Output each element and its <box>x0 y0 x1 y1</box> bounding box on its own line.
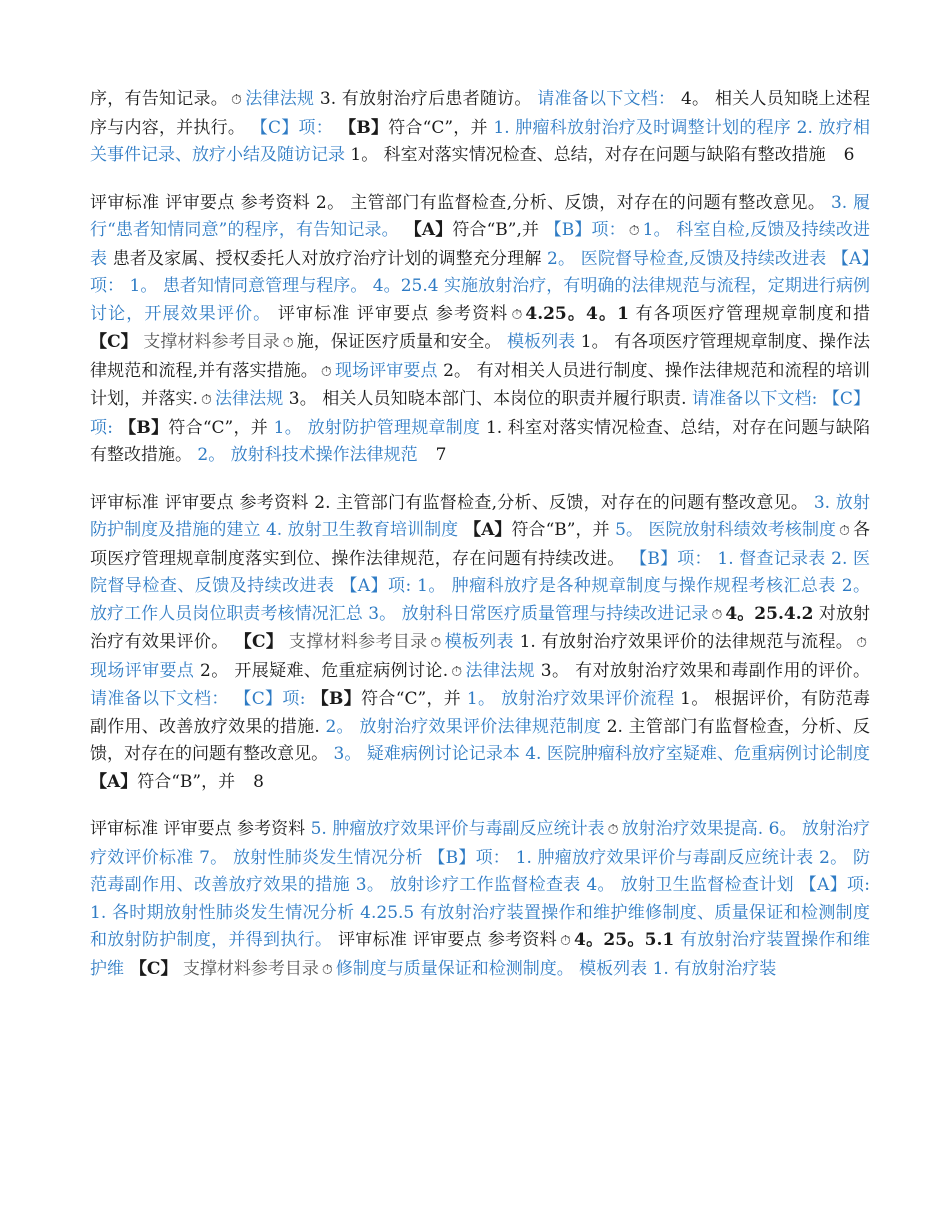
text-run: 3. 履行“患者知情同意”的程序，有告知记录。 <box>90 192 870 240</box>
text-run: 3. 有放射治疗后患者随访。 <box>314 89 532 109</box>
text-run: 支撑材料参考目录 <box>177 958 319 979</box>
text-run: 患者及家属、授权委托人对放疗治疗计划的调整充分理解 <box>107 248 542 269</box>
text-run: 【C】项： <box>245 117 333 138</box>
text-run: 各项医疗管理规章制度落实到位、操作法律规范，存在问题有持续改进。 <box>90 520 871 569</box>
text-run: 5. 肿瘤放疗效果评价与毒副反应统计表 <box>305 819 605 839</box>
clock-icon: ⏱ <box>321 961 333 978</box>
text-run: 1。 有各项医疗管理规章制度、操作法律规范和流程,并有落实措施。 <box>90 332 871 381</box>
text-run: 模板列表 1. 有放射治疗装 <box>573 958 777 979</box>
text-run: 评审标准 评审要点 参考资料 <box>332 930 558 950</box>
text-run: 2。 医院督导检查,反馈及持续改进表 【A】项： 1。 患者知情同意管理与程序。 4。25.4 实施放射治疗，有明确的法律规范与流程，定期进行病例讨论，开展效果评价。 <box>90 248 871 324</box>
text-run: 评审标准 评审要点 参考资料 2。 主管部门有监督检查,分析、反馈，对存在的问题有整改意见。 <box>90 192 826 213</box>
text-run: 1。 科室对落实情况检查、总结，对存在问题与缺陷有整改措施 <box>345 145 826 165</box>
text-run: 1。 放射治疗效果评价流程 <box>461 689 675 709</box>
text-run: 4。25。5.1 <box>573 930 675 950</box>
text-run: 有各项医疗管理规章制度和措 <box>628 303 871 324</box>
text-run: 【C】 <box>228 632 284 652</box>
clock-icon: ⏱ <box>320 363 332 380</box>
text-run: 1. 科室对落实情况检查、总结，对存在问题与缺陷有整改措施。 <box>90 417 871 465</box>
clock-icon: ⏱ <box>200 392 212 408</box>
text-run: 【B】项： 1. 肿瘤放疗效果评价与毒副反应统计表 2。 防范毒副作用、改善放疗效果的措施 3。 放射诊疗工作监督检查表 4。 放射卫生监督检查计划 <box>90 847 871 895</box>
text-run: 【A】 <box>458 520 512 540</box>
text-run: 1。 放射防护管理规章制度 <box>268 417 481 438</box>
text-run: 【A】 <box>398 220 453 240</box>
text-run: 5。 医院放射科绩效考核制度 <box>609 520 837 540</box>
text-run: 1. 有放射治疗效果评价的法律规范与流程。 <box>513 632 854 652</box>
text-run: 【C】项: <box>90 389 870 438</box>
text-run: 4。 相关人员知晓上述程序与内容，并执行。 <box>90 89 871 138</box>
paragraph <box>90 86 870 170</box>
text-run: 符合“B”，并 <box>511 520 610 540</box>
clock-icon: ⏱ <box>282 335 294 351</box>
page-number: 7 <box>435 445 447 465</box>
text-run: 现场评审要点 <box>334 360 438 381</box>
text-run: 请准备以下文档: <box>686 389 818 409</box>
clock-icon: ⏱ <box>560 933 571 949</box>
text-run: 请准备以下文档： <box>90 689 229 709</box>
clock-icon: ⏱ <box>711 606 723 623</box>
text-run: 3。 疑难病例讨论记录本 4. 医院肿瘤科放疗室疑难、危重病例讨论制度 <box>328 744 871 764</box>
text-run: 1. 肿瘤科放射治疗及时调整计划的程序 2. 放疗相关事件记录、放疗小结及随访记录 <box>90 117 870 165</box>
text-run: 符合“C”，并 <box>388 117 488 138</box>
text-run: 3。 相关人员知晓本部门、本岗位的职责并履行职责. <box>283 389 687 409</box>
text-run: 符合“C”，并 <box>168 417 269 438</box>
page-number: 8 <box>253 771 264 792</box>
text-run: 修制度与质量保证和检测制度。 <box>335 958 574 979</box>
text-run: 法律法规 <box>214 389 284 409</box>
text-run: 【C】 <box>124 958 178 979</box>
paragraph <box>90 190 870 470</box>
clock-icon: ⏱ <box>628 223 640 239</box>
text-run: 2。 有对相关人员进行制度、操作法律规范和流程的培训计划，并落实. <box>90 360 871 409</box>
text-run: 【A】项: 1. 各时期放射性肺炎发生情况分析 4.25.5 有放射治疗装置操作和维护维修制度、质量保证和检测制度和放射防护制度，并得到执行。 <box>90 875 870 950</box>
clock-icon: ⏱ <box>430 635 442 651</box>
text-run: 【B】 <box>332 117 389 138</box>
text-run: 符合“C”，并 <box>361 689 462 709</box>
document-page <box>90 86 870 1004</box>
text-run: 【B】 <box>113 417 169 438</box>
text-run: 【C】 <box>90 332 138 352</box>
text-run: 有放射治疗装置操作和维护维 <box>90 930 871 979</box>
clock-icon: ⏱ <box>451 663 463 680</box>
text-run: 科室自检,反馈及持续改进表 <box>90 220 871 269</box>
text-run: 【C】项: <box>228 689 306 709</box>
text-run: 【B】项： 1. 督查记录表 2. 医院督导检查、反馈及持续改进表 【A】项: 1。 肿瘤科放疗是各种规章制度与操作规程考核汇总表 2。 放疗工作人员岗位职责考核情况汇总 3。 放射科日常医疗质量管理与持续改进记录 <box>90 548 871 624</box>
text-run: 模板列表 <box>444 632 514 652</box>
text-run: 评审标准 评审要点 参考资料 <box>271 303 509 324</box>
text-run: 2。 放射科技术操作法律规范 <box>192 445 418 465</box>
text-run: 3. 放射防护制度及措施的建立 4. 放射卫生教育培训制度 <box>90 492 870 540</box>
paragraph <box>90 490 870 797</box>
text-run: 符合“B”,并 <box>452 220 540 240</box>
clock-icon: ⏱ <box>839 523 850 539</box>
text-run: 【B】 <box>305 689 362 709</box>
text-run: 2。 开展疑难、危重症病例讨论. <box>194 660 449 681</box>
text-run: 4.25。4。1 <box>525 303 629 324</box>
text-run: 2。 放射治疗效果评价法律规范制度 <box>319 716 602 737</box>
text-run: 序，有告知记录。 <box>90 89 229 109</box>
text-run: 1。 <box>642 220 671 240</box>
text-run: 符合“B”，并 <box>137 771 236 792</box>
paragraph <box>90 816 870 984</box>
text-run: 【B】项： <box>539 220 626 240</box>
text-run: 3。 有对放射治疗效果和毒副作用的评价。 <box>534 660 871 681</box>
text-run: 评审标准 评审要点 参考资料 <box>90 819 306 839</box>
clock-icon: ⏱ <box>856 635 868 651</box>
text-run: 模板列表 <box>501 332 576 352</box>
text-run: 施，保证医疗质量和安全。 <box>296 332 502 352</box>
page-number: 6 <box>843 145 855 165</box>
text-run: 支撑材料参考目录 <box>283 632 428 652</box>
text-run: 法律法规 <box>244 89 315 109</box>
text-run: 4。25.4.2 <box>725 603 814 624</box>
text-run: 【A】 <box>90 771 138 792</box>
text-run: 2. 主管部门有监督检查，分析、反馈，对存在的问题有整改意见。 <box>90 716 870 764</box>
text-run: 支撑材料参考目录 <box>137 332 280 352</box>
text-run: 1。 根据评价，有防范毒副作用、改善放疗效果的措施. <box>90 689 871 737</box>
text-run: 法律法规 <box>465 660 535 681</box>
text-run: 现场评审要点 <box>90 660 195 681</box>
text-run: 请准备以下文档： <box>531 89 676 109</box>
clock-icon: ⏱ <box>511 306 523 323</box>
clock-icon: ⏱ <box>607 822 619 838</box>
clock-icon: ⏱ <box>231 92 242 108</box>
text-run: 放射治疗效果提高. 6。 放射治疗疗效评价标准 7。 放射性肺炎发生情况分析 <box>90 819 871 868</box>
text-run: 对放射治疗有效果评价。 <box>90 603 871 652</box>
text-run: 评审标准 评审要点 参考资料 2. 主管部门有监督检查,分析、反馈，对存在的问题有整改意见。 <box>90 492 809 513</box>
